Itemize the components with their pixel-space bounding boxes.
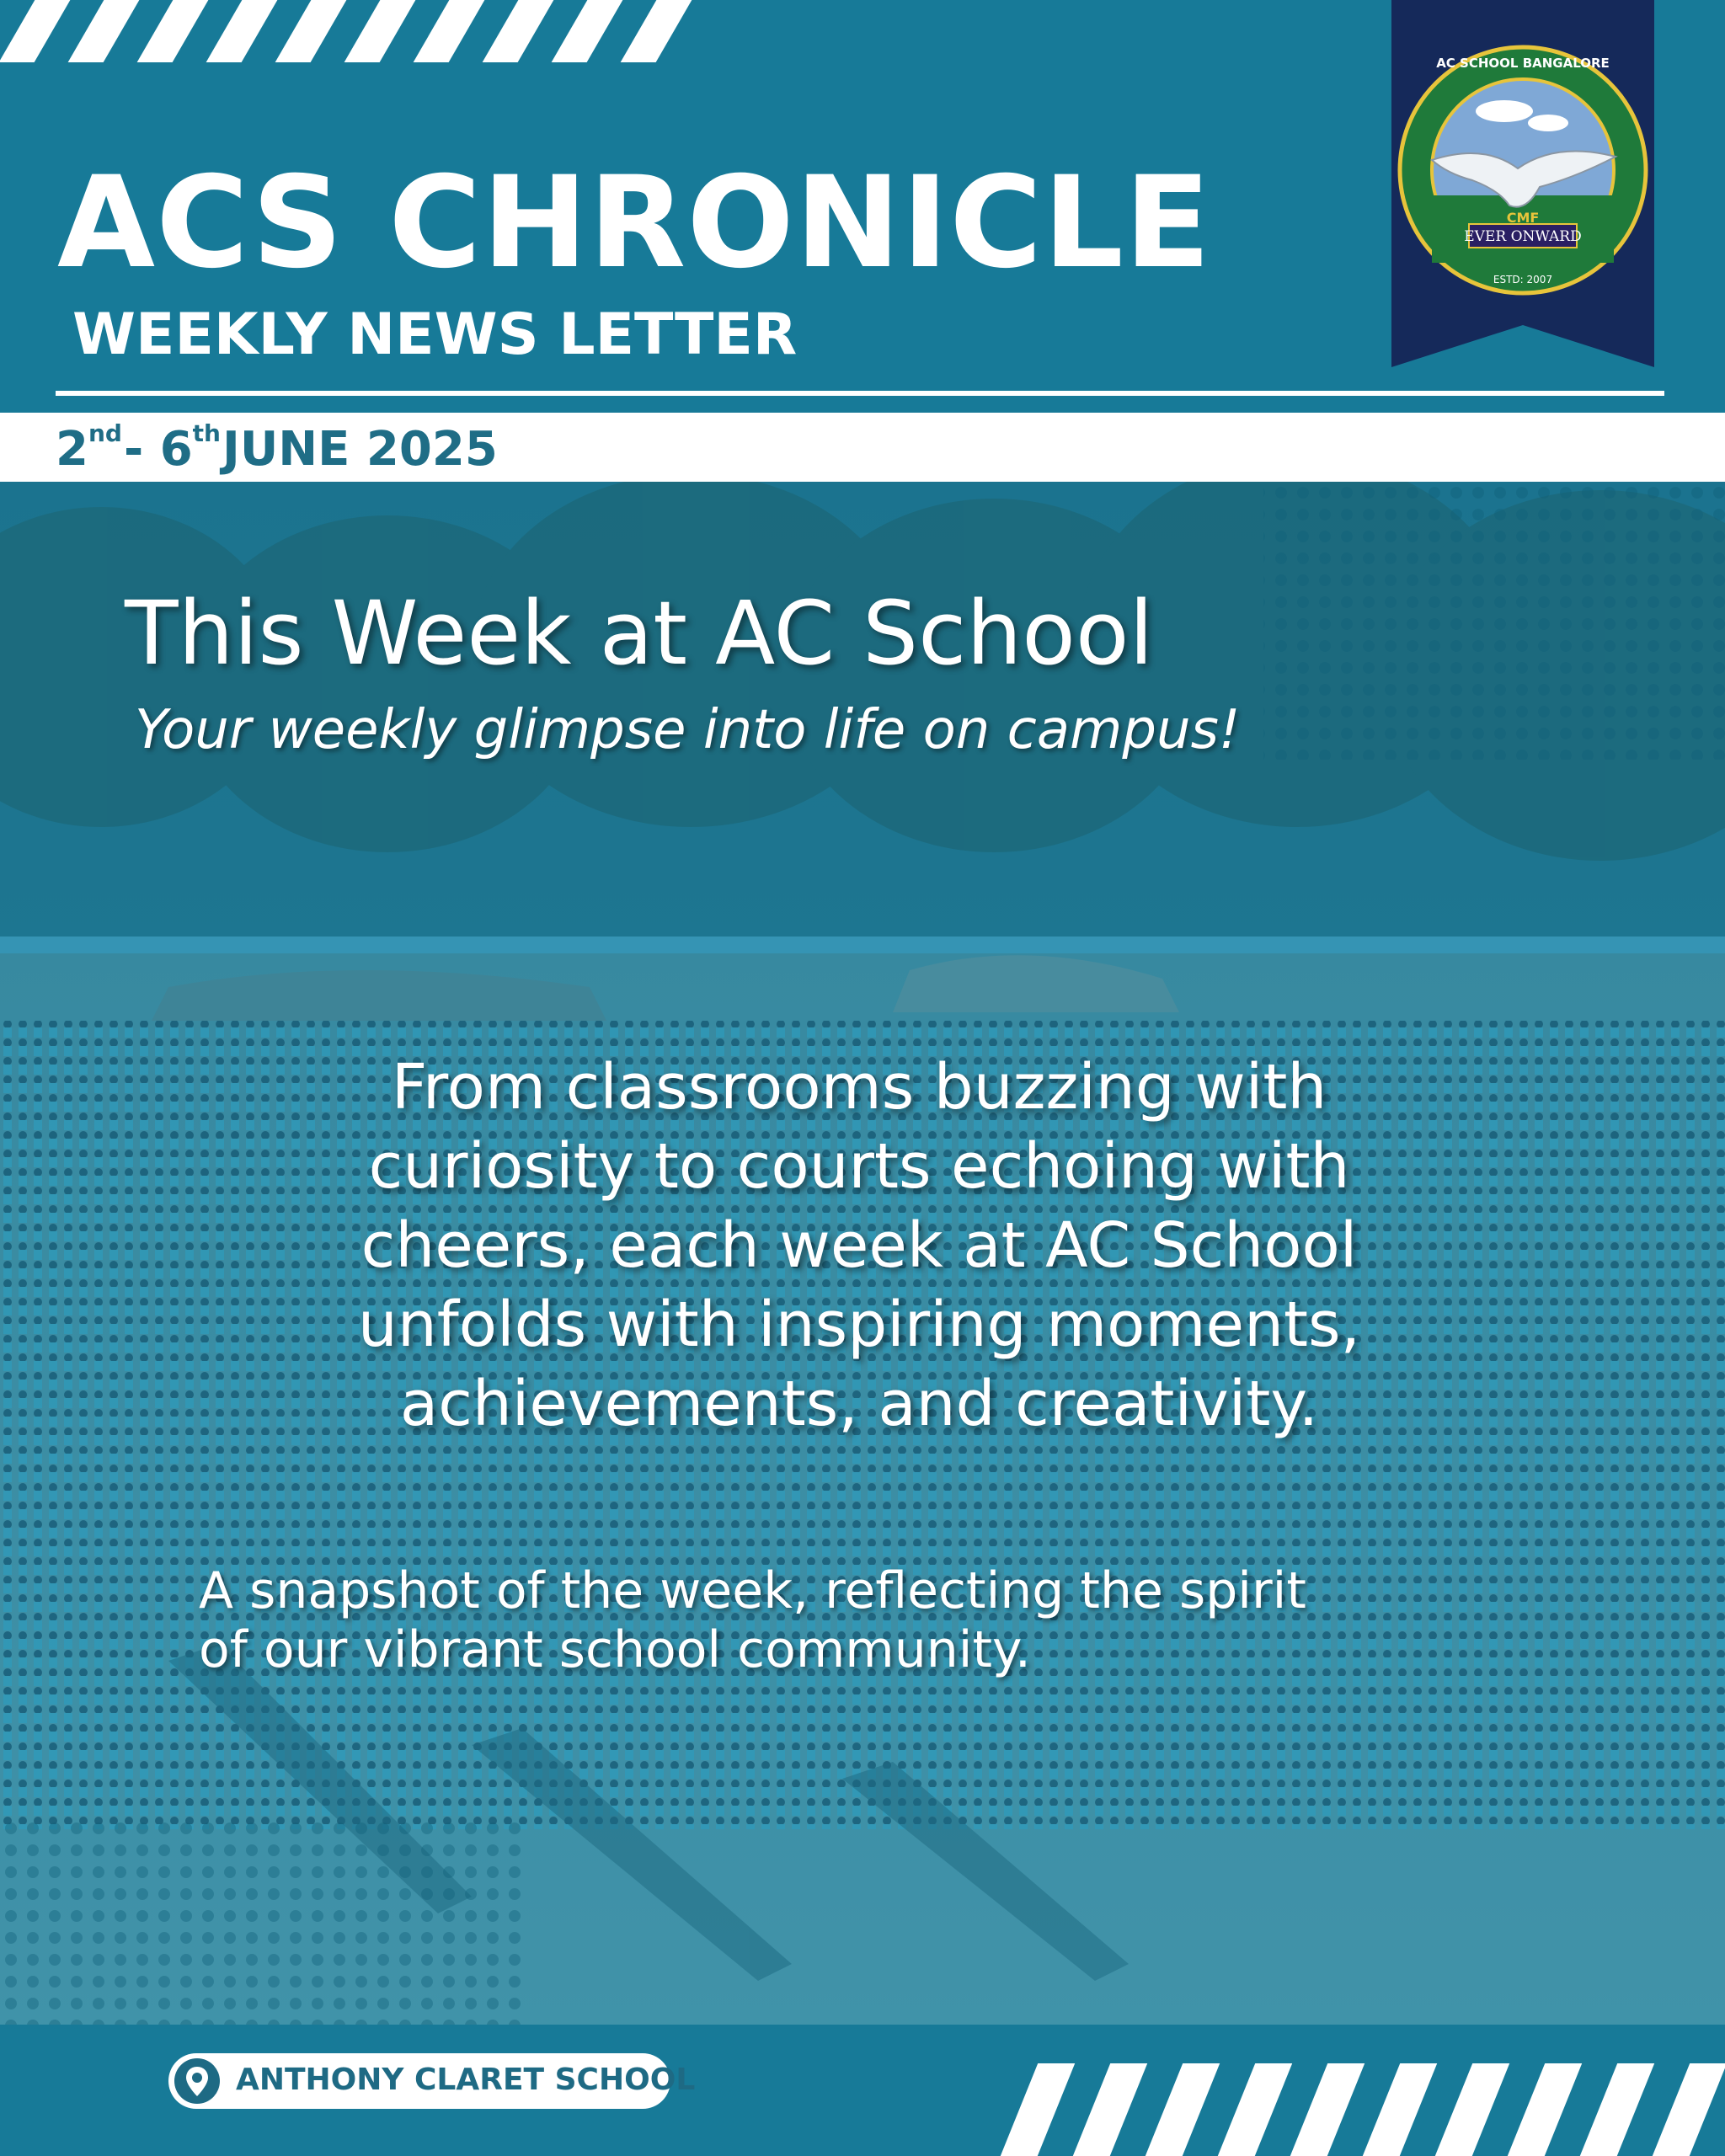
stripe-bar <box>206 0 278 62</box>
intro-line: achievements, and creativity. <box>399 1368 1319 1440</box>
hero-tagline: Your weekly glimpse into life on campus! <box>135 699 1241 761</box>
snapshot-line: A snapshot of the week, reflecting the spirit <box>199 1561 1306 1620</box>
intro-line: cheers, each week at AC School <box>360 1209 1358 1282</box>
stripe-bar <box>414 0 485 62</box>
snapshot-line: of our vibrant school community. <box>199 1620 1032 1679</box>
stripe-bar <box>621 0 692 62</box>
crest-estd: ESTD: 2007 <box>1493 274 1553 286</box>
stripe-bar <box>1508 2063 1582 2156</box>
intro-line: curiosity to courts echoing with <box>368 1130 1350 1203</box>
hero-heading: This Week at AC School <box>125 582 1154 685</box>
issue-date: 2nd- 6thJUNE 2025 <box>56 419 498 477</box>
stripe-bar <box>1001 2063 1075 2156</box>
stripe-bar <box>1653 2063 1725 2156</box>
newsletter-title: ACS CHRONICLE <box>57 150 1212 296</box>
stripe-bar <box>1435 2063 1509 2156</box>
header-divider <box>56 391 1664 396</box>
stripe-bar <box>1073 2063 1147 2156</box>
intro-paragraph <box>219 1048 1499 1444</box>
crest-cmf: CMF <box>1506 210 1540 226</box>
stripe-bar <box>1218 2063 1292 2156</box>
stripe-bar <box>1580 2063 1654 2156</box>
stripe-bar <box>1290 2063 1365 2156</box>
stripe-bar <box>483 0 554 62</box>
intro-line: From classrooms buzzing with <box>391 1051 1327 1123</box>
snapshot-paragraph <box>199 1561 1563 1679</box>
crest-ring-text: AC SCHOOL BANGALORE <box>1436 56 1610 71</box>
stripe-bar <box>1146 2063 1220 2156</box>
top-stripe-decoration <box>0 0 699 62</box>
location-pin-icon <box>174 2057 221 2105</box>
stripe-bar <box>137 0 209 62</box>
stripe-bar <box>68 0 140 62</box>
stripe-bar <box>344 0 416 62</box>
stripe-bar <box>0 0 70 62</box>
newsletter-subtitle: WEEKLY NEWS LETTER <box>72 302 798 368</box>
stripe-bar <box>552 0 623 62</box>
stripe-bar <box>1363 2063 1437 2156</box>
school-logo-pennant <box>1391 0 1654 367</box>
crest-motto: EVER ONWARD <box>1464 228 1582 245</box>
school-name-label: ANTHONY CLARET SCHOOL <box>236 2063 696 2097</box>
intro-line: unfolds with inspiring moments, <box>357 1289 1361 1361</box>
school-crest-icon <box>1400 47 1646 293</box>
bottom-stripe-decoration <box>985 2063 1725 2156</box>
stripe-bar <box>275 0 347 62</box>
